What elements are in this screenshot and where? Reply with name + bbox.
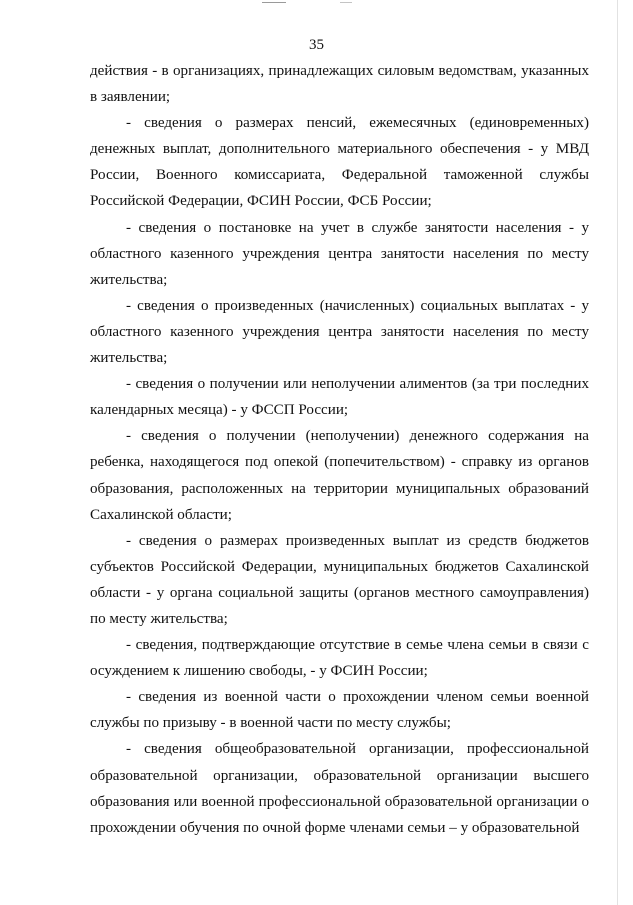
paragraph-alimony: - сведения о получении или неполучении алиментов (за три последних календарных месяца) - у ФССП России; xyxy=(90,376,589,419)
paragraph-social-payments: - сведения о произведенных (начисленных) социальных выплатах - у областного казенного учреждения центра занятости населения по месту жительства; xyxy=(90,297,589,367)
scan-edge xyxy=(617,0,618,905)
page-number: 35 xyxy=(309,37,324,53)
paragraph-employment-registration: - сведения о постановке на учет в службе занятости населения - у областного казенного учреждения центра занятости населения по месту жительства; xyxy=(90,219,589,288)
paragraph-guardianship: - сведения о получении (неполучении) денежного содержания на ребенка, находящегося под опекой (попечительством) - справку из органов образования, расположенных на территории муниципальных образований Сахалинской области; xyxy=(90,428,589,523)
paragraph-imprisonment: - сведения, подтверждающие отсутствие в семье члена семьи в связи с осуждением к лишению свободы, - у ФСИН России; xyxy=(90,637,589,680)
scan-artifact xyxy=(340,2,352,3)
paragraph-pensions: - сведения о размерах пенсий, ежемесячных (единовременных) денежных выплат, дополнительного материального обеспечения - у МВД России, Военного комиссариата, Федеральной таможенной службы Российской Федерации, ФСИН России, ФСБ России; xyxy=(90,115,589,210)
paragraph-education: - сведения общеобразовательной организации, профессиональной образовательной организации, образовательной организации высшего образования или военной профессиональной образовательной организации о прохождении обучения по очной форме членами семьи – у образовательной xyxy=(90,741,589,836)
document-body xyxy=(90,58,589,841)
scan-artifact xyxy=(262,2,286,3)
paragraph-budget-payments: - сведения о размерах произведенных выплат из средств бюджетов субъектов Российской Федерации, муниципальных бюджетов Сахалинской области - у органа социальной защиты (органов местного самоуправления) по месту жительства; xyxy=(90,532,589,627)
paragraph-continuation: действия - в организациях, принадлежащих силовым ведомствам, указанных в заявлении; xyxy=(90,63,589,106)
paragraph-military-service: - сведения из военной части о прохождении членом семьи военной службы по призыву - в военной части по месту службы; xyxy=(90,689,589,732)
